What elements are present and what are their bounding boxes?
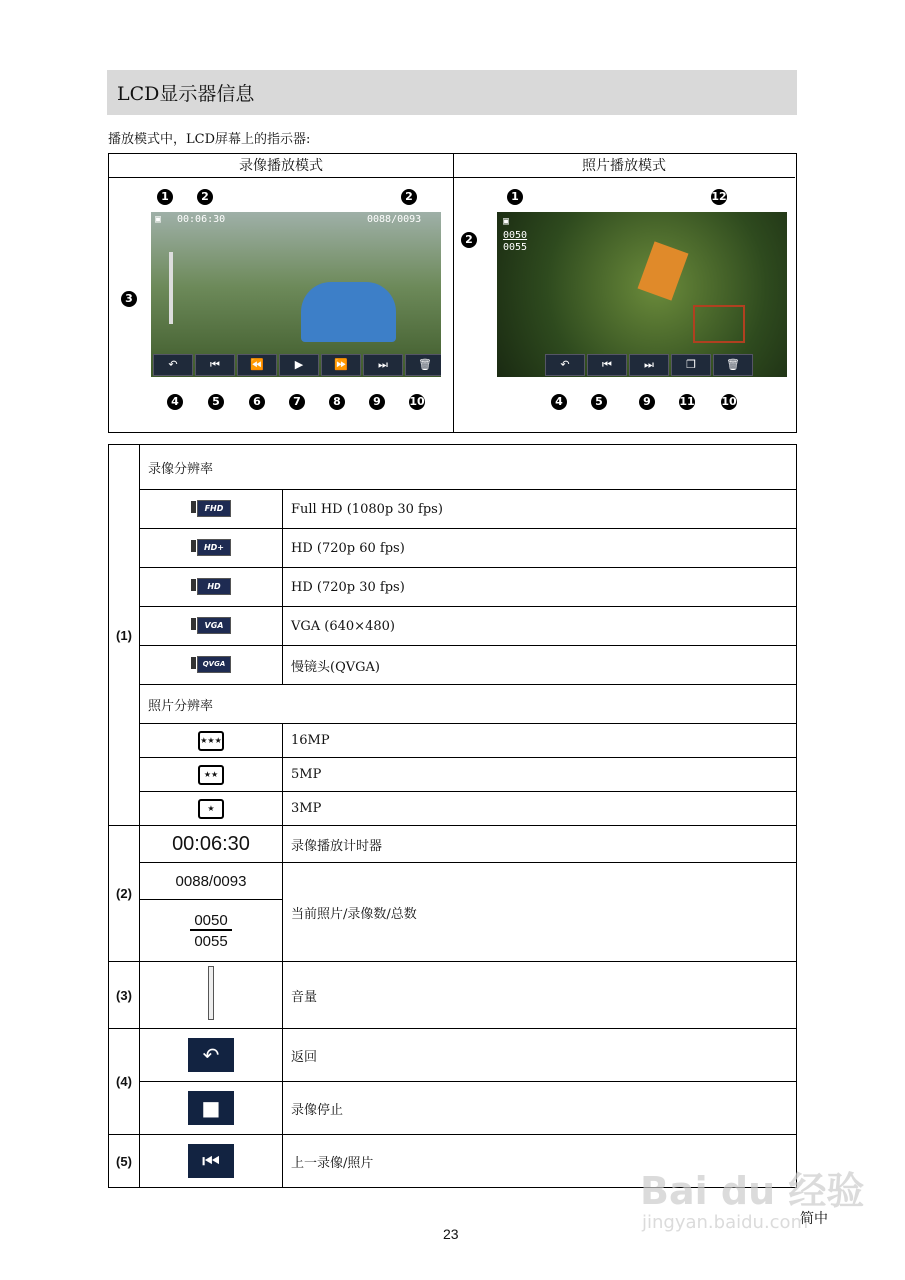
photo-panel-header: 照片播放模式 (453, 154, 795, 178)
page-title: LCD显示器信息 (117, 83, 255, 105)
back-desc: 返回 (283, 1029, 797, 1082)
blue-bench (301, 282, 396, 342)
photo-toolbar (545, 354, 753, 376)
count-total: 0055 (194, 932, 228, 950)
hd-desc: HD (720p 30 fps) (283, 568, 797, 607)
hd-plus-desc: HD (720p 60 fps) (283, 529, 797, 568)
playback-mode-panels (108, 153, 797, 433)
callout-5: 5 (208, 394, 224, 410)
page-number: 23 (443, 1226, 459, 1242)
fhd-desc: Full HD (1080p 30 fps) (283, 490, 797, 529)
count-desc: 当前照片/录像数/总数 (283, 863, 797, 962)
photo-callout-10: 10 (721, 395, 737, 408)
row-num-1: (1) (109, 445, 140, 826)
prev-icon-cell (140, 1135, 283, 1188)
row-num-2: (2) (109, 826, 140, 962)
butterfly (638, 241, 689, 300)
callout-6: 6 (249, 394, 265, 410)
photo-callout-2: 2 (461, 232, 477, 248)
photo-osd-current: 0050 (503, 230, 528, 241)
rewind-icon[interactable]: ⏪ (237, 354, 277, 376)
mp16-desc: 16MP (283, 724, 797, 758)
zoom-frame (693, 305, 745, 343)
section-title-bar (107, 70, 797, 115)
panel-divider (453, 154, 454, 432)
timer-value: 00:06:30 (140, 826, 283, 863)
prev-desc: 上一录像/照片 (283, 1135, 797, 1188)
baidu-watermark-url: jingyan.baidu.com (642, 1212, 809, 1233)
photo-3mp-icon: ★ (140, 792, 283, 826)
back-arrow-icon: ↶ (188, 1038, 234, 1072)
baidu-watermark-logo: Bai du 经验 (640, 1169, 865, 1213)
play-icon[interactable]: ▶ (279, 354, 319, 376)
video-fhd-osd-icon: ▣ (155, 214, 162, 225)
timer-desc: 录像播放计时器 (283, 826, 797, 863)
photo-callout-5: 5 (591, 394, 607, 410)
qvga-desc: 慢镜头(QVGA) (283, 646, 797, 685)
count-fraction (140, 900, 283, 962)
photo-callout-12: 12 (711, 190, 727, 203)
previous-track-icon: ⏮ (188, 1144, 234, 1178)
stop-icon: ■ (188, 1091, 234, 1125)
callout-2b: 2 (401, 189, 417, 205)
photo-callout-9: 9 (639, 394, 655, 410)
photo-16mp-icon: ★★★ (140, 724, 283, 758)
photo-resolution-label: 照片分辨率 (140, 685, 797, 724)
photo-res-osd-icon: ▣ (503, 216, 510, 227)
row-num-5: (5) (109, 1135, 140, 1188)
callout-9: 9 (369, 394, 385, 410)
back-icon-cell (140, 1029, 283, 1082)
volume-bar (169, 252, 173, 324)
video-osd-counter: 0088/0093 (367, 214, 422, 225)
fast-forward-icon[interactable]: ⏩ (321, 354, 361, 376)
previous-icon[interactable]: ⏮ (195, 354, 235, 376)
row-num-3: (3) (109, 962, 140, 1029)
qvga-icon: QVGA (140, 646, 283, 685)
volume-icon (140, 962, 283, 1029)
photo-osd-total: 0055 (503, 242, 528, 253)
photo-callout-1: 1 (507, 189, 523, 205)
stop-icon-cell (140, 1082, 283, 1135)
intro-text: 播放模式中，LCD屏幕上的指示器: (108, 132, 311, 147)
photo-callout-4: 4 (551, 394, 567, 410)
photo-back-icon[interactable]: ↶ (545, 354, 585, 376)
callout-10: 10 (409, 395, 425, 408)
hd-icon: HD (140, 568, 283, 607)
language-label: 简中 (800, 1211, 828, 1227)
slideshow-icon[interactable]: ❐ (671, 354, 711, 376)
volume-desc: 音量 (283, 962, 797, 1029)
video-panel-header: 录像播放模式 (109, 154, 453, 178)
mp5-desc: 5MP (283, 758, 797, 792)
row-num-4: (4) (109, 1029, 140, 1135)
photo-next-icon[interactable]: ⏭ (629, 354, 669, 376)
mp3-desc: 3MP (283, 792, 797, 826)
fhd-icon: FHD (140, 490, 283, 529)
video-resolution-label: 录像分辨率 (140, 445, 797, 490)
video-osd-timer: 00:06:30 (177, 214, 226, 225)
video-playback-screen (151, 212, 441, 377)
next-icon[interactable]: ⏭ (363, 354, 403, 376)
count-current: 0050 (190, 912, 231, 931)
video-toolbar (153, 354, 441, 376)
photo-callout-11: 11 (679, 395, 695, 408)
photo-previous-icon[interactable]: ⏮ (587, 354, 627, 376)
callout-8: 8 (329, 394, 345, 410)
vga-desc: VGA (640×480) (283, 607, 797, 646)
count-value: 0088/0093 (140, 863, 283, 900)
back-icon[interactable]: ↶ (153, 354, 193, 376)
photo-5mp-icon: ★★ (140, 758, 283, 792)
vga-icon: VGA (140, 607, 283, 646)
callout-3: 3 (121, 291, 137, 307)
photo-delete-icon[interactable]: 🗑 (713, 354, 753, 376)
indicator-table (108, 444, 797, 1188)
callout-7: 7 (289, 394, 305, 410)
photo-playback-screen (497, 212, 787, 377)
stop-desc: 录像停止 (283, 1082, 797, 1135)
delete-icon[interactable]: 🗑 (405, 354, 441, 376)
callout-2: 2 (197, 189, 213, 205)
callout-1: 1 (157, 189, 173, 205)
hd-plus-icon: HD+ (140, 529, 283, 568)
callout-4: 4 (167, 394, 183, 410)
